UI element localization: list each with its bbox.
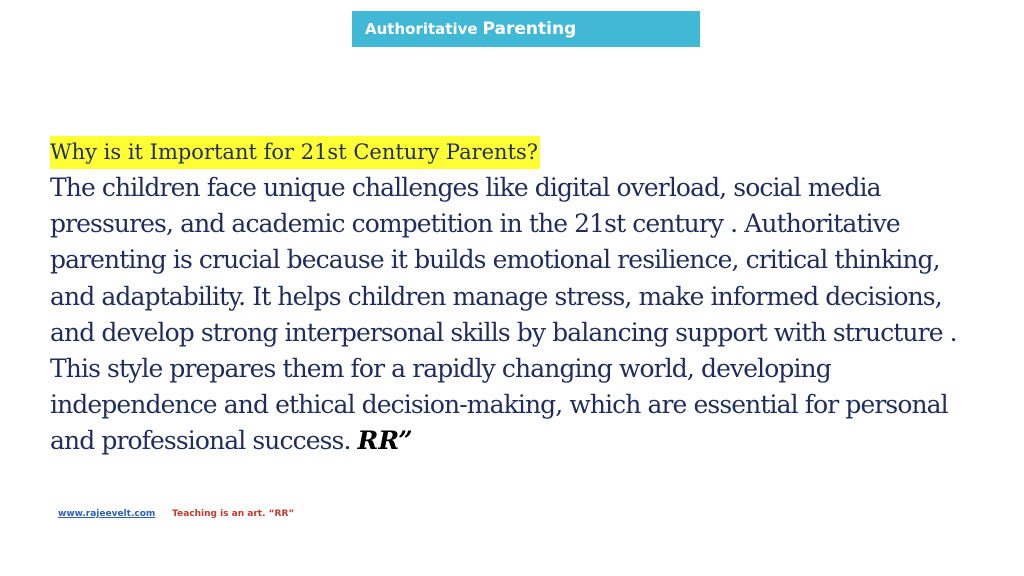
website-link[interactable]: www.rajeevelt.com — [58, 509, 156, 519]
body-text: The children face unique challenges like digital overload, social media pressures, and academic competition in the 21st century . Authoritative parenting is crucial because it builds emotional resilience, critical thinking, and adaptability. It helps children manage stress, make informed decisions, and develop strong interpersonal skills by balancing support with structure . This style prepares them for a rapidly changing world, developing independence and ethical decision-making, which are essential for personal and professional success. — [50, 173, 957, 456]
signature-rr: RR” — [357, 426, 413, 456]
body-paragraph — [50, 170, 980, 460]
highlighted-question: Why is it Important for 21st Century Parents? — [50, 136, 540, 169]
footer-motto: Teaching is an art. “RR” — [172, 509, 295, 519]
title-part-1: Authoritative — [365, 20, 478, 38]
title-part-2: Parenting — [482, 19, 577, 39]
footer — [58, 509, 294, 519]
title-banner — [352, 11, 700, 47]
